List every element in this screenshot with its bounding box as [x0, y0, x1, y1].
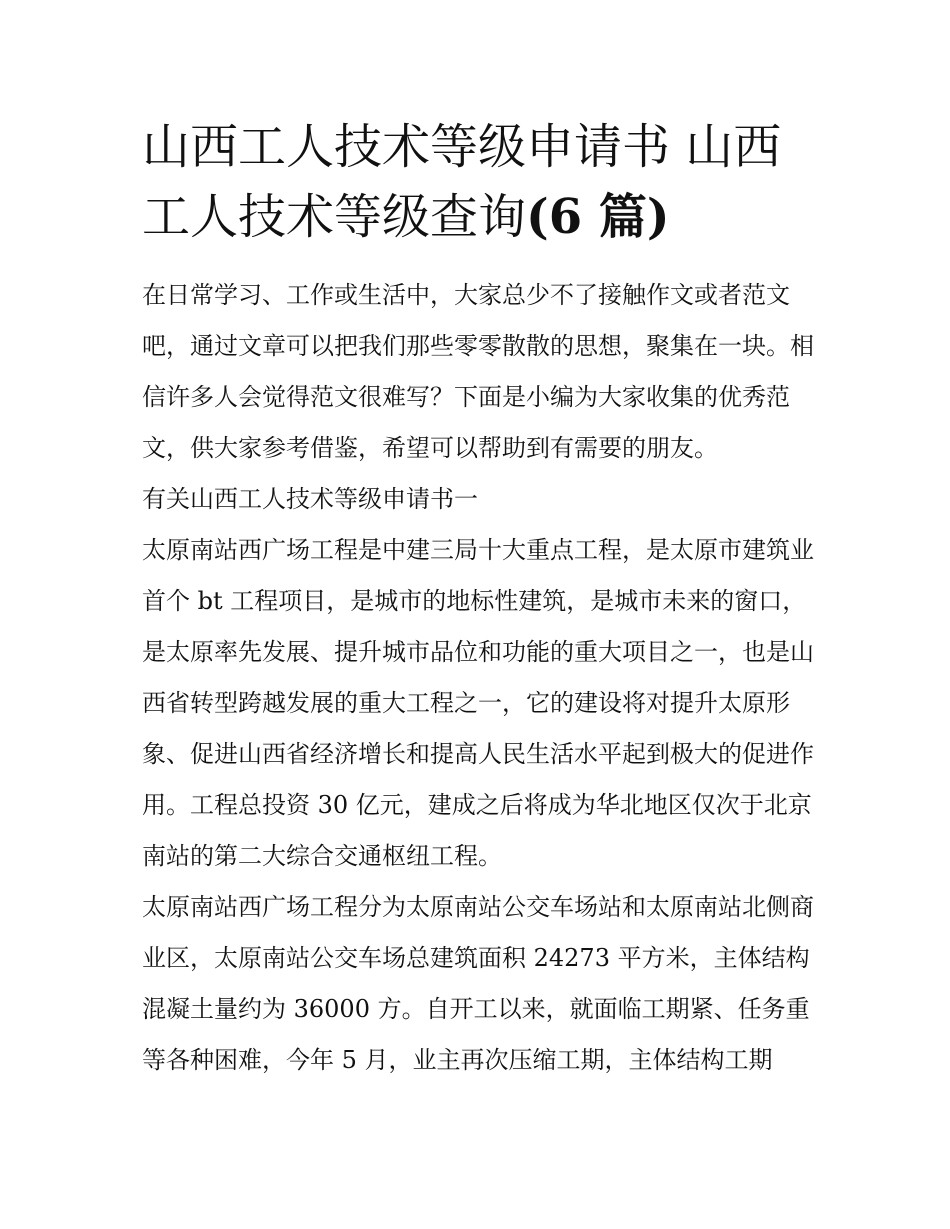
section-heading: 有关山西工人技术等级申请书一 [142, 485, 478, 513]
title-line-2: 工人技术等级查询 [142, 189, 527, 245]
document-page [142, 112, 814, 1086]
document-body [142, 270, 814, 1086]
body-paragraph-1: 太原南站西广场工程是中建三局十大重点工程，是太原市建筑业首个 bt 工程项目，是城市的地标性建筑，是城市未来的窗口，是太原率先发展、提升城市品位和功能的重大项目之一，也是山西省转型跨越发展的重大工程之一，它的建设将对提升太原形象、促进山西省经济增长和提高人民生活水平起到极大的促进作用。工程总投资 30 亿元，建成之后将成为华北地区仅次于北京南站的第二大综合交通枢纽工程。 [142, 536, 814, 870]
intro-paragraph: 在日常学习、工作或生活中，大家总少不了接触作文或者范文吧，通过文章可以把我们那些零零散散的思想，聚集在一块。相信许多人会觉得范文很难写？下面是小编为大家收集的优秀范文，供大家参考借鉴，希望可以帮助到有需要的朋友。 [142, 281, 814, 462]
title-suffix: (6 篇) [526, 189, 670, 245]
body-paragraph-2: 太原南站西广场工程分为太原南站公交车场站和太原南站北侧商业区，太原南站公交车场总建筑面积 24273 平方米，主体结构混凝土量约为 36000 方。自开工以来，就面临工期紧、任务重等各种困难，今年 5 月，业主再次压缩工期，主体结构工期 [142, 893, 814, 1074]
title-line-1: 山西工人技术等级申请书 山西 [142, 119, 782, 175]
document-title [142, 112, 814, 252]
